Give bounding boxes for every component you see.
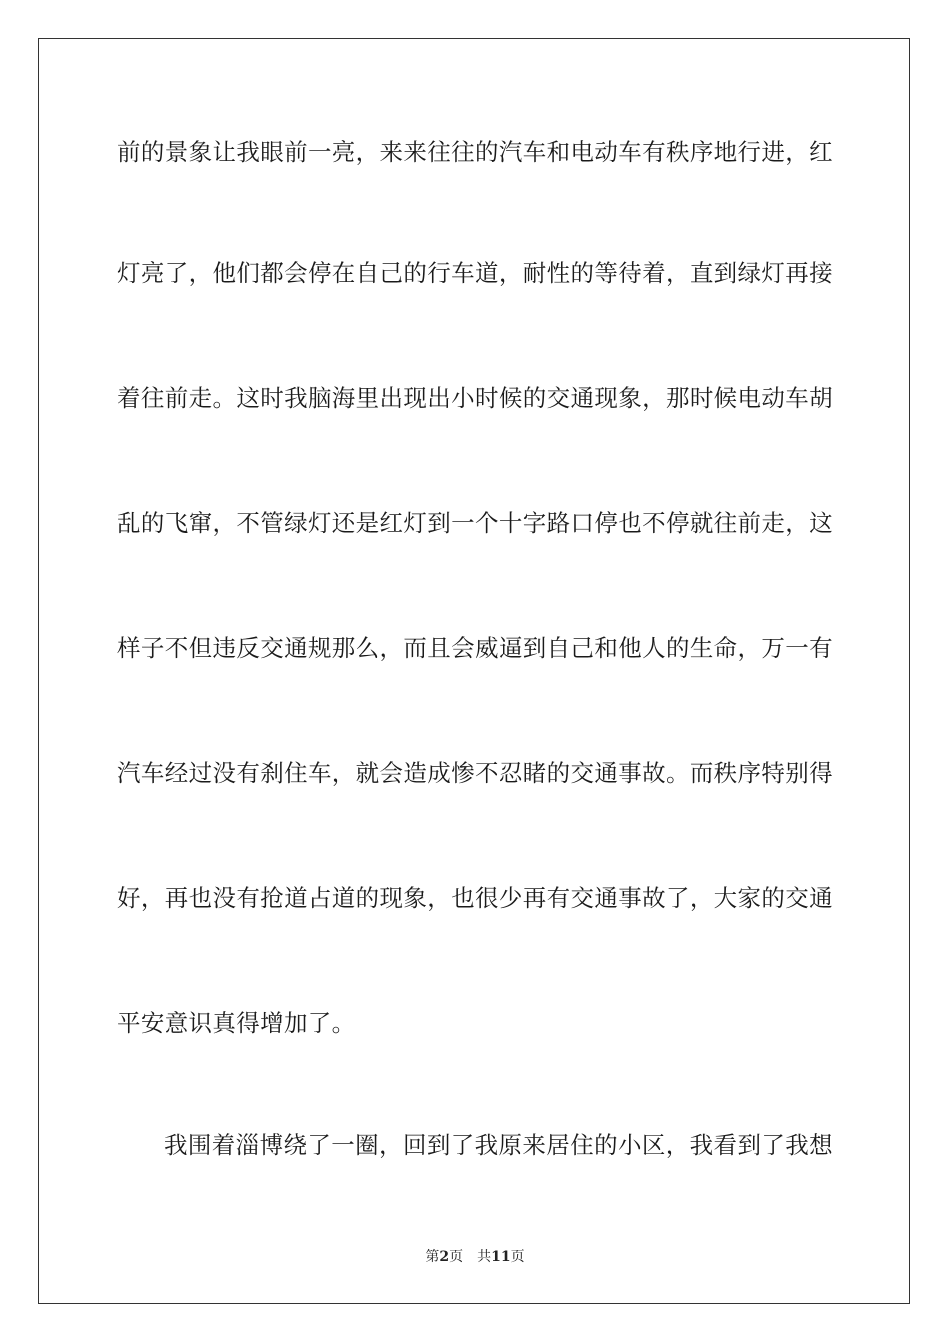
body-line-2: 灯亮了，他们都会停在自己的行车道，耐性的等待着，直到绿灯再接 [117,259,833,287]
page-footer [0,1248,950,1266]
total-pages: 11 [491,1249,511,1265]
total-prefix: 共 [477,1249,492,1265]
page-number: 2 [439,1249,450,1265]
body-line-3: 着往前走。这时我脑海里出现出小时候的交通现象，那时候电动车胡 [117,384,833,412]
body-line-7: 好，再也没有抢道占道的现象，也很少再有交通事故了，大家的交通 [117,884,833,912]
page-prefix: 第 [425,1249,440,1265]
page-suffix: 页 [449,1249,464,1265]
page-border [38,38,910,1304]
body-line-4: 乱的飞窜，不管绿灯还是红灯到一个十字路口停也不停就往前走，这 [117,509,833,537]
body-line-8: 平安意识真得增加了。 [117,1009,356,1037]
body-line-5: 样子不但违反交通规那么，而且会威逼到自己和他人的生命，万一有 [117,634,833,662]
body-line-1: 前的景象让我眼前一亮，来来往往的汽车和电动车有秩序地行进，红 [117,138,833,166]
total-suffix: 页 [510,1249,525,1265]
body-line-6: 汽车经过没有刹住车，就会造成惨不忍睹的交通事故。而秩序特别得 [117,759,833,787]
paragraph-2-first-line: 我围着淄博绕了一圈，回到了我原来居住的小区，我看到了我想 [164,1131,833,1159]
